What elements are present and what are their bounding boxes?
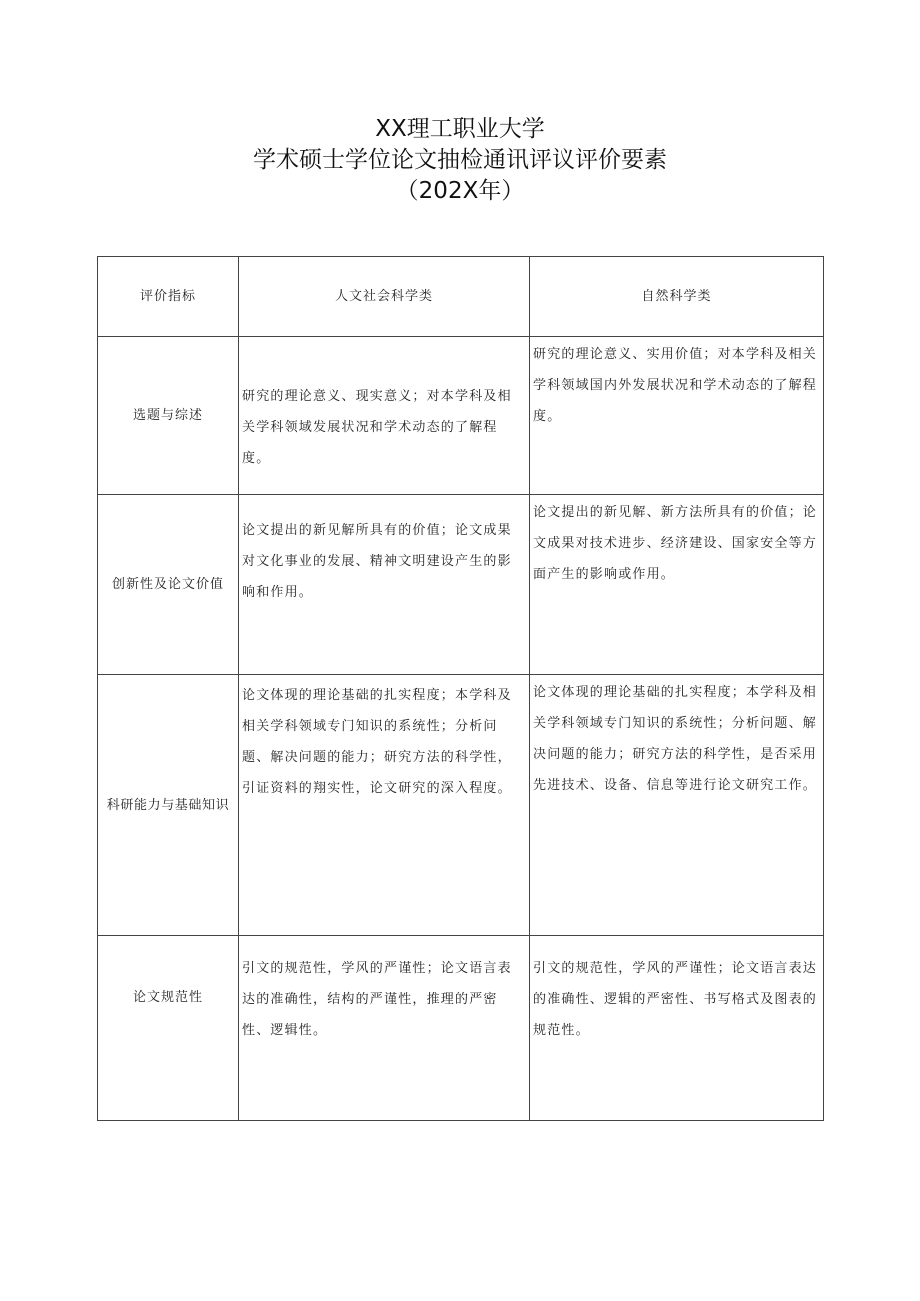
table-row xyxy=(98,675,824,936)
natural-cell xyxy=(530,936,824,1121)
row-indicator xyxy=(98,936,239,1121)
indicator-label: 选题与综述 xyxy=(132,408,203,423)
indicator-label: 科研能力与基础知识 xyxy=(106,797,230,813)
header-natural-sciences: 自然科学类 xyxy=(530,257,824,337)
header-humanities: 人文社会科学类 xyxy=(239,257,530,337)
natural-cell xyxy=(530,495,824,675)
title-subject: 学术硕士学位论文抽检通讯评议评价要素 xyxy=(253,147,667,173)
evaluation-table xyxy=(97,256,824,1121)
humanities-cell xyxy=(239,495,530,675)
document-title xyxy=(0,114,920,207)
row-indicator xyxy=(98,337,239,495)
humanities-cell xyxy=(239,337,530,495)
table-header-row xyxy=(98,257,824,337)
natural-text: 论文提出的新见解、新方法所具有的价值；论文成果对技术进步、经济建设、国家安全等方面产生的影响或作用。 xyxy=(533,505,818,582)
natural-text: 论文体现的理论基础的扎实程度；本学科及相关学科领域专门知识的系统性；分析问题、解决问题的能力；研究方法的科学性，是否采用先进技术、设备、信息等进行论文研究工作。 xyxy=(533,685,818,793)
header-indicator: 评价指标 xyxy=(98,257,239,337)
table-row xyxy=(98,337,824,495)
row-indicator xyxy=(98,675,239,936)
title-university: XX理工职业大学 xyxy=(375,116,545,142)
row-indicator xyxy=(98,495,239,675)
humanities-text: 引文的规范性，学风的严谨性；论文语言表达的准确性，结构的严谨性，推理的严密性、逻辑性。 xyxy=(242,961,512,1038)
natural-text: 引文的规范性，学风的严谨性；论文语言表达的准确性、逻辑的严密性、书写格式及图表的规范性。 xyxy=(533,961,818,1038)
humanities-text: 论文提出的新见解所具有的价值；论文成果对文化事业的发展、精神文明建设产生的影响和作用。 xyxy=(242,523,512,600)
indicator-label: 论文规范性 xyxy=(132,990,203,1005)
title-year: （202X年） xyxy=(395,178,525,204)
table-row xyxy=(98,936,824,1121)
natural-text: 研究的理论意义、实用价值；对本学科及相关学科领域国内外发展状况和学术动态的了解程度。 xyxy=(533,347,818,424)
humanities-cell xyxy=(239,675,530,936)
natural-cell xyxy=(530,337,824,495)
humanities-text: 研究的理论意义、现实意义；对本学科及相关学科领域发展状况和学术动态的了解程度。 xyxy=(242,389,512,466)
indicator-label: 创新性及论文价值 xyxy=(112,577,225,592)
humanities-cell xyxy=(239,936,530,1121)
humanities-text: 论文体现的理论基础的扎实程度；本学科及相关学科领域专门知识的系统性；分析问题、解决问题的能力；研究方法的科学性，引证资料的翔实性，论文研究的深入程度。 xyxy=(242,688,512,796)
table-row xyxy=(98,495,824,675)
natural-cell xyxy=(530,675,824,936)
